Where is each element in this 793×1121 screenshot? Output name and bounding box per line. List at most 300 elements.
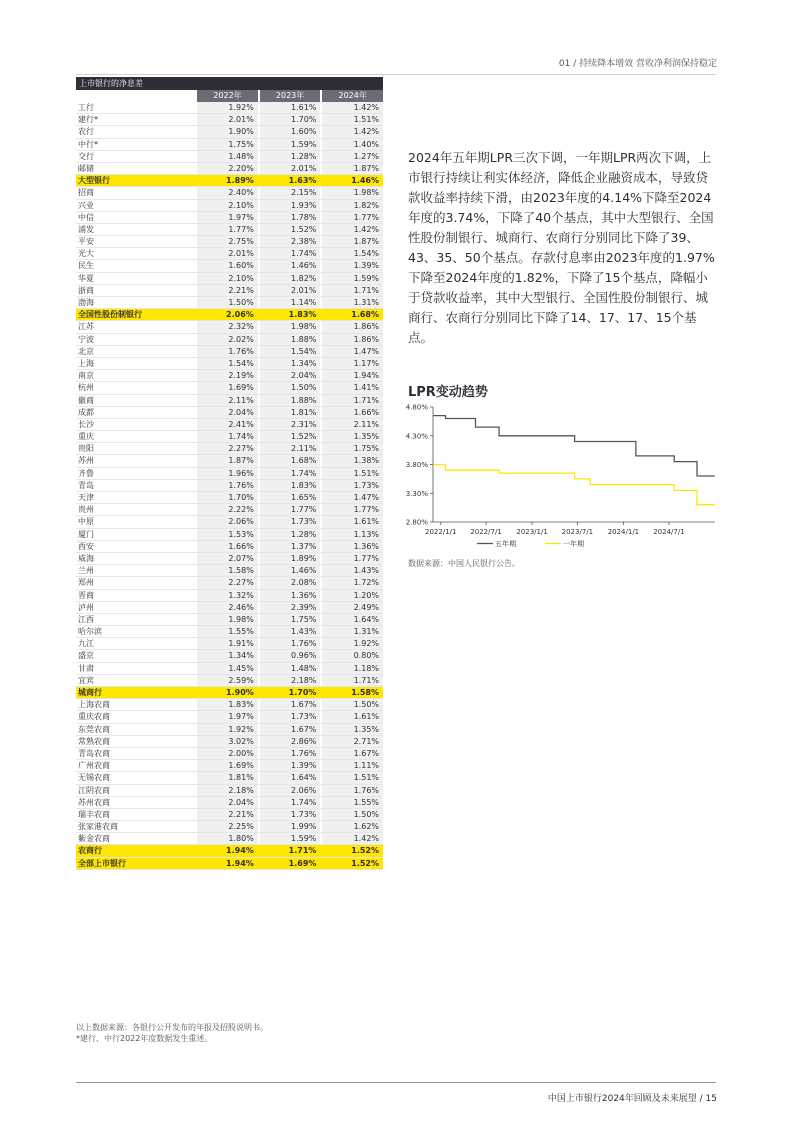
nim-value: 1.45% xyxy=(197,663,258,674)
nim-value: 1.27% xyxy=(322,151,383,162)
nim-value: 2.38% xyxy=(260,236,321,247)
nim-value: 1.52% xyxy=(322,858,383,869)
bank-name: 光大 xyxy=(78,249,94,259)
nim-value: 1.74% xyxy=(260,248,321,259)
table-row xyxy=(76,200,383,212)
table-row xyxy=(76,699,383,711)
nim-value: 1.86% xyxy=(322,334,383,345)
nim-value: 1.39% xyxy=(322,260,383,271)
nim-value: 1.41% xyxy=(322,382,383,393)
nim-value: 1.42% xyxy=(322,126,383,137)
nim-value: 1.50% xyxy=(197,297,258,308)
bank-name: 东莞农商 xyxy=(78,724,110,734)
bank-name: 全国性股份制银行 xyxy=(78,310,142,320)
bank-name: 北京 xyxy=(78,346,94,356)
nim-value: 2.06% xyxy=(197,516,258,527)
bank-name: 农行 xyxy=(78,127,94,137)
table-row xyxy=(76,577,383,589)
table-row xyxy=(76,370,383,382)
nim-value: 0.80% xyxy=(322,650,383,661)
table-row xyxy=(76,724,383,736)
nim-value: 2.31% xyxy=(260,419,321,430)
table-row xyxy=(76,163,383,175)
nim-value: 1.76% xyxy=(260,638,321,649)
table-row xyxy=(76,151,383,163)
bank-name: 广州农商 xyxy=(78,761,110,771)
nim-value: 1.11% xyxy=(322,760,383,771)
nim-value: 3.02% xyxy=(197,736,258,747)
x-tick-label: 2022/1/1 xyxy=(425,528,457,536)
nim-value: 1.35% xyxy=(322,724,383,735)
table-row xyxy=(76,224,383,236)
nim-value: 1.42% xyxy=(322,224,383,235)
nim-value: 2.00% xyxy=(197,748,258,759)
nim-value: 1.13% xyxy=(322,529,383,540)
bank-name: 上海农商 xyxy=(78,700,110,710)
table-subtotal-row xyxy=(76,858,383,870)
table-row xyxy=(76,419,383,431)
nim-value: 2.11% xyxy=(260,443,321,454)
nim-value: 1.53% xyxy=(197,529,258,540)
bank-name: 西安 xyxy=(78,541,94,551)
bank-name: 浦发 xyxy=(78,224,94,234)
bank-name: 齐鲁 xyxy=(78,468,94,478)
header-blank xyxy=(76,90,195,102)
nim-value: 1.75% xyxy=(260,614,321,625)
nim-value: 2.49% xyxy=(322,602,383,613)
series-line-one-year xyxy=(433,465,715,505)
nim-value: 1.87% xyxy=(197,455,258,466)
nim-value: 2.71% xyxy=(322,736,383,747)
table-row xyxy=(76,663,383,675)
nim-value: 1.94% xyxy=(197,845,258,856)
nim-value: 2.32% xyxy=(197,321,258,332)
nim-value: 2.01% xyxy=(260,163,321,174)
table-row xyxy=(76,443,383,455)
bank-name: 江苏 xyxy=(78,322,94,332)
nim-value: 1.75% xyxy=(322,443,383,454)
nim-value: 1.91% xyxy=(197,638,258,649)
nim-value: 2.86% xyxy=(260,736,321,747)
nim-value: 2.01% xyxy=(260,285,321,296)
table-row xyxy=(76,529,383,541)
nim-value: 1.31% xyxy=(322,626,383,637)
nim-value: 2.27% xyxy=(197,577,258,588)
nim-value: 1.55% xyxy=(197,626,258,637)
nim-value: 1.83% xyxy=(197,699,258,710)
bank-name: 威海 xyxy=(78,553,94,563)
table-row xyxy=(76,772,383,784)
nim-value: 1.64% xyxy=(322,614,383,625)
body-paragraph: 2024年五年期LPR三次下调，一年期LPR两次下调，上市银行持续让利实体经济，降低企业融资成本，导致贷款收益率持续下滑，由2023年度的4.14%下降至2024年度的3.74%，下降了40个基点，其中大型银行、全国性股份制银行、城商行、农商行分别同比下降了39、43、35、50个基点。存款付息率由2023年度的1.97%下降至2024年度的1.82%，下降了15个基点，降幅小于贷款收益率，其中大型银行、全国性股份制银行、城商行、农商行分别同比下降了14、17、17、15个基点。 xyxy=(408,150,715,345)
nim-value: 1.81% xyxy=(197,772,258,783)
bank-name: 中信 xyxy=(78,212,94,222)
nim-value: 2.04% xyxy=(197,797,258,808)
table-row xyxy=(76,382,383,394)
nim-value: 1.78% xyxy=(260,212,321,223)
nim-value: 1.54% xyxy=(322,248,383,259)
chart-title: LPR变动趋势 xyxy=(408,385,488,400)
table-row xyxy=(76,431,383,443)
bank-name: 招商 xyxy=(78,188,94,198)
table-row xyxy=(76,797,383,809)
nim-value: 1.71% xyxy=(322,285,383,296)
y-tick-label: 3.80% xyxy=(405,461,428,469)
x-tick-label: 2023/1/1 xyxy=(516,528,548,536)
table-row xyxy=(76,492,383,504)
nim-value: 1.50% xyxy=(322,809,383,820)
bank-name: 建行* xyxy=(78,115,98,125)
table-row xyxy=(76,541,383,553)
bank-name: 平安 xyxy=(78,237,94,247)
bank-name: 成都 xyxy=(78,407,94,417)
bank-name: 常熟农商 xyxy=(78,736,110,746)
nim-value: 1.73% xyxy=(260,711,321,722)
nim-value: 1.54% xyxy=(197,358,258,369)
nim-value: 1.77% xyxy=(260,504,321,515)
nim-value: 1.61% xyxy=(260,102,321,113)
nim-value: 1.73% xyxy=(322,480,383,491)
table-header xyxy=(76,90,383,102)
nim-value: 2.07% xyxy=(197,553,258,564)
nim-value: 1.65% xyxy=(260,492,321,503)
table-row xyxy=(76,602,383,614)
year-header: 2022年 xyxy=(197,90,258,102)
nim-value: 2.10% xyxy=(197,200,258,211)
bank-name: 上海 xyxy=(78,358,94,368)
table-row xyxy=(76,455,383,467)
nim-value: 1.66% xyxy=(197,541,258,552)
table-row xyxy=(76,212,383,224)
table-row xyxy=(76,407,383,419)
nim-value: 1.28% xyxy=(260,151,321,162)
nim-value: 1.76% xyxy=(197,480,258,491)
nim-value: 2.06% xyxy=(197,309,258,320)
bank-name: 天津 xyxy=(78,493,94,502)
nim-value: 1.34% xyxy=(260,358,321,369)
table-row xyxy=(76,821,383,833)
bank-name: 城商行 xyxy=(78,688,102,697)
nim-value: 1.82% xyxy=(322,200,383,211)
table-row xyxy=(76,102,383,114)
nim-value: 1.93% xyxy=(260,200,321,211)
nim-value: 1.67% xyxy=(260,699,321,710)
nim-value: 1.71% xyxy=(260,845,321,856)
nim-value: 1.86% xyxy=(322,321,383,332)
nim-value: 1.52% xyxy=(260,431,321,442)
nim-value: 2.11% xyxy=(197,395,258,406)
nim-value: 1.94% xyxy=(197,858,258,869)
bank-name: 紫金农商 xyxy=(78,834,110,844)
nim-value: 1.73% xyxy=(260,809,321,820)
nim-value: 1.70% xyxy=(197,492,258,503)
nim-value: 2.15% xyxy=(260,187,321,198)
table-row xyxy=(76,114,383,126)
nim-value: 1.46% xyxy=(322,175,383,186)
table-row xyxy=(76,590,383,602)
bank-name: 杭州 xyxy=(78,383,94,393)
nim-value: 1.17% xyxy=(322,358,383,369)
nim-value: 1.72% xyxy=(322,577,383,588)
bank-name: 瑞丰农商 xyxy=(78,809,110,819)
table-row xyxy=(76,248,383,260)
bank-name: 华夏 xyxy=(78,273,94,283)
nim-value: 2.08% xyxy=(260,577,321,588)
year-header: 2023年 xyxy=(260,90,321,102)
nim-table xyxy=(76,77,383,870)
nim-value: 1.43% xyxy=(260,626,321,637)
nim-value: 1.67% xyxy=(260,724,321,735)
nim-value: 1.90% xyxy=(197,126,258,137)
nim-value: 1.69% xyxy=(260,858,321,869)
bank-name: 工行 xyxy=(78,103,94,112)
table-row xyxy=(76,785,383,797)
nim-value: 1.76% xyxy=(260,748,321,759)
nim-value: 1.76% xyxy=(197,346,258,357)
bank-name: 重庆 xyxy=(78,432,94,442)
nim-value: 2.75% xyxy=(197,236,258,247)
bank-name: 南京 xyxy=(78,371,94,381)
y-tick-label: 4.30% xyxy=(405,432,428,441)
table-subtotal-row xyxy=(76,687,383,699)
nim-value: 1.54% xyxy=(260,346,321,357)
nim-value: 1.71% xyxy=(322,395,383,406)
nim-value: 2.25% xyxy=(197,821,258,832)
table-subtotal-row xyxy=(76,845,383,857)
table-row xyxy=(76,711,383,723)
nim-value: 1.34% xyxy=(197,650,258,661)
table-row xyxy=(76,273,383,285)
nim-value: 1.99% xyxy=(260,821,321,832)
table-row xyxy=(76,334,383,346)
table-row xyxy=(76,516,383,528)
nim-value: 1.46% xyxy=(260,260,321,271)
nim-value: 1.77% xyxy=(322,212,383,223)
table-row xyxy=(76,480,383,492)
table-subtotal-row xyxy=(76,309,383,321)
table-row xyxy=(76,139,383,151)
nim-value: 1.28% xyxy=(260,529,321,540)
y-tick-label: 2.80% xyxy=(405,518,428,527)
nim-value: 1.50% xyxy=(260,382,321,393)
nim-value: 1.36% xyxy=(260,590,321,601)
nim-value: 2.22% xyxy=(197,504,258,515)
legend-label: 五年期 xyxy=(495,540,516,548)
bank-name: 民生 xyxy=(78,261,94,271)
nim-value: 2.21% xyxy=(197,809,258,820)
nim-value: 1.64% xyxy=(260,772,321,783)
nim-value: 1.70% xyxy=(260,687,321,698)
bank-name: 晋商 xyxy=(78,590,94,600)
chart-source: 数据来源：中国人民银行公告。 xyxy=(408,559,520,568)
year-header: 2024年 xyxy=(322,90,383,102)
nim-value: 1.92% xyxy=(197,724,258,735)
bank-name: 盛京 xyxy=(78,651,94,661)
nim-value: 1.42% xyxy=(322,102,383,113)
nim-value: 1.62% xyxy=(322,821,383,832)
nim-value: 1.51% xyxy=(322,468,383,479)
nim-value: 1.69% xyxy=(197,760,258,771)
table-row xyxy=(76,736,383,748)
bank-name: 宜宾 xyxy=(78,675,94,685)
x-tick-label: 2024/7/1 xyxy=(653,528,685,536)
nim-value: 1.77% xyxy=(322,553,383,564)
nim-value: 1.68% xyxy=(260,455,321,466)
nim-value: 1.47% xyxy=(322,346,383,357)
nim-value: 1.98% xyxy=(260,321,321,332)
table-notes xyxy=(76,1022,268,1044)
nim-value: 1.40% xyxy=(322,139,383,150)
nim-value: 1.97% xyxy=(197,212,258,223)
nim-value: 1.70% xyxy=(260,114,321,125)
nim-value: 1.89% xyxy=(260,553,321,564)
nim-value: 1.88% xyxy=(260,334,321,345)
table-row xyxy=(76,260,383,272)
lpr-line-chart xyxy=(400,398,720,558)
bank-name: 贵阳 xyxy=(78,444,94,454)
bank-name: 泸州 xyxy=(78,602,94,612)
nim-value: 1.98% xyxy=(197,614,258,625)
legend-label: 一年期 xyxy=(563,540,584,548)
nim-value: 1.77% xyxy=(197,224,258,235)
nim-value: 1.73% xyxy=(260,516,321,527)
bank-name: 无锡农商 xyxy=(78,773,110,783)
table-row xyxy=(76,297,383,309)
nim-value: 1.59% xyxy=(322,273,383,284)
nim-value: 1.55% xyxy=(322,797,383,808)
nim-value: 2.02% xyxy=(197,334,258,345)
table-row xyxy=(76,565,383,577)
bank-name: 青岛农商 xyxy=(78,748,110,758)
table-restatement-note: *建行、中行2022年度数据发生重述。 xyxy=(76,1034,213,1043)
nim-value: 1.20% xyxy=(322,590,383,601)
table-row xyxy=(76,236,383,248)
table-row xyxy=(76,675,383,687)
nim-value: 1.83% xyxy=(260,309,321,320)
bank-name: 浙商 xyxy=(78,285,94,295)
nim-value: 1.76% xyxy=(322,785,383,796)
nim-value: 1.48% xyxy=(197,151,258,162)
nim-value: 1.97% xyxy=(197,711,258,722)
table-row xyxy=(76,187,383,199)
bank-name: 厦门 xyxy=(78,529,94,539)
nim-value: 0.96% xyxy=(260,650,321,661)
bank-name: 中行* xyxy=(78,139,98,149)
nim-value: 1.59% xyxy=(260,833,321,844)
nim-value: 1.61% xyxy=(322,516,383,527)
bank-name: 邮储 xyxy=(78,163,94,173)
table-row xyxy=(76,358,383,370)
nim-value: 1.31% xyxy=(322,297,383,308)
nim-value: 1.74% xyxy=(260,797,321,808)
nim-value: 1.67% xyxy=(322,748,383,759)
nim-value: 1.68% xyxy=(322,309,383,320)
y-tick-label: 3.30% xyxy=(405,489,428,498)
bank-name: 青岛 xyxy=(78,480,94,490)
nim-value: 2.41% xyxy=(197,419,258,430)
nim-value: 1.87% xyxy=(322,236,383,247)
nim-value: 2.01% xyxy=(197,114,258,125)
nim-value: 1.66% xyxy=(322,407,383,418)
nim-value: 2.59% xyxy=(197,675,258,686)
x-tick-label: 2023/7/1 xyxy=(561,528,594,536)
nim-value: 1.18% xyxy=(322,663,383,674)
table-title: 上市银行的净息差 xyxy=(76,77,383,90)
nim-value: 1.32% xyxy=(197,590,258,601)
nim-value: 1.89% xyxy=(197,175,258,186)
bank-name: 苏州 xyxy=(78,456,94,466)
nim-value: 1.81% xyxy=(260,407,321,418)
bank-name: 渤海 xyxy=(78,298,94,307)
nim-value: 1.47% xyxy=(322,492,383,503)
bank-name: 中原 xyxy=(78,517,94,527)
nim-value: 1.74% xyxy=(260,468,321,479)
nim-value: 1.74% xyxy=(197,431,258,442)
table-row xyxy=(76,285,383,297)
nim-value: 2.11% xyxy=(322,419,383,430)
bank-name: 兴业 xyxy=(78,200,94,210)
bank-name: 大型银行 xyxy=(78,176,110,186)
nim-value: 1.37% xyxy=(260,541,321,552)
nim-value: 1.96% xyxy=(197,468,258,479)
table-row xyxy=(76,760,383,772)
bank-name: 哈尔滨 xyxy=(78,627,102,637)
page-footer: 中国上市银行2024年回顾及未来展望 / 15 xyxy=(547,1094,717,1104)
bank-name: 交行 xyxy=(78,151,94,161)
nim-value: 1.92% xyxy=(322,638,383,649)
nim-value: 1.82% xyxy=(260,273,321,284)
nim-value: 1.46% xyxy=(260,565,321,576)
bank-name: 张家港农商 xyxy=(78,822,118,832)
bank-name: 宁波 xyxy=(78,334,94,344)
nim-value: 1.43% xyxy=(322,565,383,576)
nim-value: 1.51% xyxy=(322,114,383,125)
bank-name: 农商行 xyxy=(78,846,102,856)
nim-value: 1.83% xyxy=(260,480,321,491)
nim-value: 2.20% xyxy=(197,163,258,174)
table-row xyxy=(76,626,383,638)
nim-value: 2.40% xyxy=(197,187,258,198)
table-source-note: 以上数据来源：各银行公开发布的年报及招股说明书。 xyxy=(76,1023,268,1032)
nim-value: 2.06% xyxy=(260,785,321,796)
series-line-five-year xyxy=(433,416,715,476)
nim-value: 1.60% xyxy=(260,126,321,137)
nim-value: 1.87% xyxy=(322,163,383,174)
nim-value: 2.21% xyxy=(197,285,258,296)
nim-value: 1.50% xyxy=(322,699,383,710)
nim-value: 1.94% xyxy=(322,370,383,381)
nim-value: 1.36% xyxy=(322,541,383,552)
nim-value: 1.48% xyxy=(260,663,321,674)
table-subtotal-row xyxy=(76,175,383,187)
nim-value: 1.75% xyxy=(197,139,258,150)
nim-value: 1.88% xyxy=(260,395,321,406)
page-header: 01 / 持续降本增效 营收净利润保持稳定 xyxy=(558,59,717,69)
nim-value: 2.04% xyxy=(260,370,321,381)
x-tick-label: 2022/7/1 xyxy=(470,528,502,536)
footer-divider xyxy=(76,1082,716,1083)
nim-value: 1.52% xyxy=(322,845,383,856)
x-tick-label: 2024/1/1 xyxy=(607,528,640,536)
nim-value: 1.42% xyxy=(322,833,383,844)
table-row xyxy=(76,321,383,333)
table-row xyxy=(76,614,383,626)
nim-value: 1.77% xyxy=(322,504,383,515)
nim-value: 1.59% xyxy=(260,139,321,150)
nim-value: 2.27% xyxy=(197,443,258,454)
bank-name: 重庆农商 xyxy=(78,712,110,722)
nim-value: 1.39% xyxy=(260,760,321,771)
